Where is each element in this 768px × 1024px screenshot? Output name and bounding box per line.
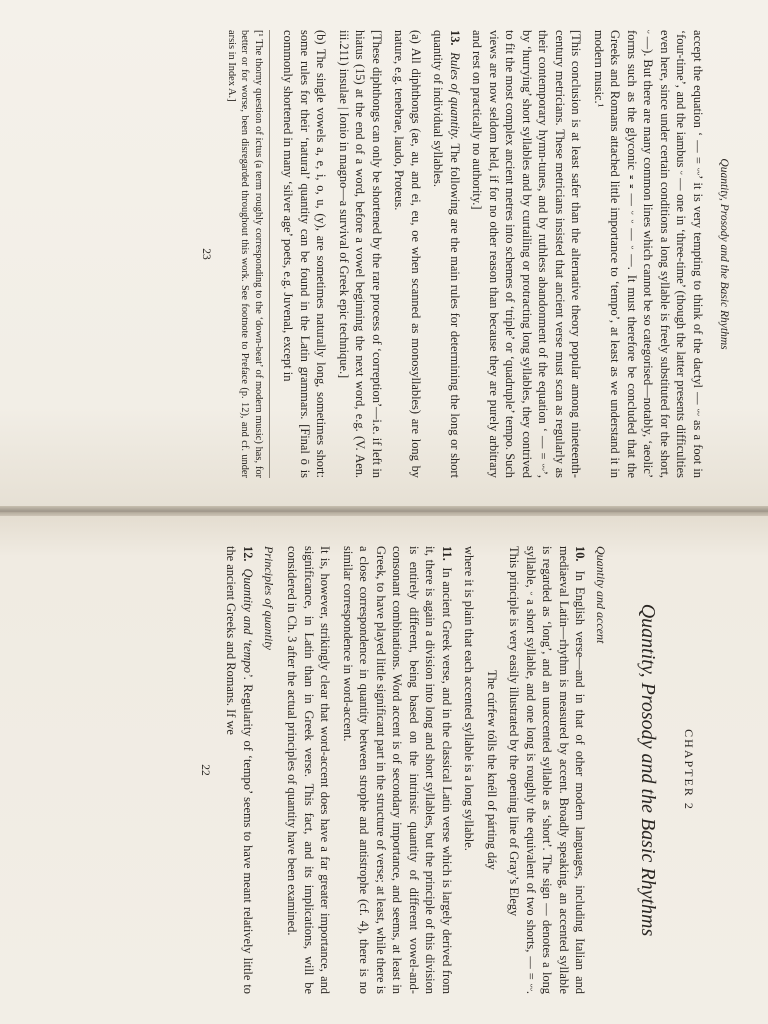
paragraph-continuation: accept the equation ‘ — = ᵕᵕ’ it is very tempting to think of the dactyl — ᵕᵕ as a foot in ‘four-time’, and the iambus ᵕ — one in ‘three-time’ (though the latter presents difficulties even here, since under certain conditions a long syllable is freely substituted for the short, ᵕ —). But there are many common lines which cannot be so categorised—notably, ‘aeolic’ forms such as the glyconic ⏓ ⏓ — ᵕ ᵕ — ᵕ —. It must therefore be concluded that the Greeks and Romans attached little importance to ‘tempo’, at least as we understand it in modern music.¹ — [592, 30, 705, 478]
paragraph-heading: Rules of quantity. — [448, 52, 462, 140]
paragraph-text: The following are the main rules for determining the long or short quantity of individual syllables. — [431, 30, 462, 479]
paragraph-11 — [339, 546, 455, 994]
paragraph-number: 11. — [439, 546, 454, 561]
right-page-text — [224, 30, 706, 478]
rule-a-note: [These diphthongs can only be shortened by the rare process of ‘correption’—i.e. if left in hiatus (15) at the end of a word, before a vowel beginning the next word, e.g. (V. Aen. iii.211) insulae | Ionio in magno—a survival of Greek epic technique.] — [337, 30, 384, 478]
paragraph-number: 10. — [573, 546, 588, 562]
section-heading: Principles of quantity — [261, 546, 276, 650]
paragraph-13 — [430, 30, 463, 478]
paragraph-heading: Quantity and ‘tempo’. — [240, 568, 255, 681]
paragraph-12 — [223, 546, 256, 994]
running-head: Quantity, Prosody and the Basic Rhythms — [718, 158, 730, 350]
rule-b: (b) The single vowels a, e, i, o, u, (y), are sometimes naturally long, sometimes short: some rules for their ‘natural’ quantity can be found in the Latin grammars. [Final ō is commonly shortened in many ‘silver age’ poets, e.g. Juvenal, except in — [281, 30, 329, 478]
left-page-content — [38, 546, 730, 994]
page-number: 23 — [200, 248, 213, 260]
paragraph-11b: It is, however, strikingly clear that word-accent does have a far greater importance, and significance, in Latin than in Greek verse. This fact, and its implications, will be considered in Ch. 3 after the actual principles of quantity have been examined. — [285, 546, 333, 994]
section-heading: Quantity and accent — [594, 546, 608, 644]
paragraph-10 — [506, 546, 589, 994]
paragraph-number: 12. — [240, 546, 255, 562]
paragraph-10-tail: where it is plain that each accented syllable is a long syllable. — [462, 546, 477, 851]
rule-a: (a) All diphthongs (ae, au, and ei, eu, oe when scanned as monosyllables) are long by nature, e.g. tenebrae, laudo, Proteus. — [392, 30, 423, 478]
paragraph-bracketed: [This conclusion is at least safer than the alternative theory popular among nineteenth-century metricians. These metricians insisted that ancient verse must scan as regularly as their contemporary hymn-tunes, and by ruthless abandonment of the equation ‘ — = ᵕᵕ’, by ‘hurrying’ short syllables and by curtailing or protracting long syllables, they contrived to fit the most complex ancient metres into schemes of ‘triple’ or ‘quadruple’ tempo. Such views are now seldom held, if for no other reason than because they are purely arbitrary and rest on practically no authority.] — [470, 30, 584, 478]
paragraph-text: In ancient Greek verse, and in the classical Latin verse which is largely derived from it, there is again a division into long and short syllables, but the principle of this division is entirely different, being based on the intrinsic quantity of different vowel-and-consonant combinations. Word accent is of secondary importance, and seems, at least in Greek, to have played little significant part in the structure of verse; at least, while there is a close correspondence in quantity between strophe and antistrophe (cf. 4), there is no similar correspondence in word-accent. — [340, 546, 454, 994]
right-page-content — [38, 30, 730, 478]
paragraph-text: In English verse—and in that of other modern languages, including Italian and mediaeval Latin—rhythm is measured by accent. Broadly speaking, an accented syllable is regarded as ‘long’, and an unaccented syllable as ‘short’. The sign — denotes a long syllable, ᵕ a short syllable, and one long is roughly the equivalent of two shorts, — = ᵕᵕ. This principle is very easily illustrated by the opening line of Gray’s Elegy — [507, 546, 588, 994]
paragraph-text: Regularity of ‘tempo’ seems to have meant relatively little to the ancient Greeks and Romans. If we — [224, 546, 255, 994]
chapter-title: Quantity, Prosody and the Basic Rhythms — [637, 603, 659, 937]
left-page — [0, 516, 768, 1024]
page-number: 22 — [198, 764, 211, 776]
right-page — [0, 0, 768, 508]
left-page-text — [223, 546, 608, 994]
paragraph-number: 13. — [448, 30, 462, 46]
chapter-label: CHAPTER 2 — [682, 729, 696, 811]
footnote: [¹ The thorny question of ictus (a term roughly corresponding to the ‘down-beat’ of modern music) has, for better or for worse, been disregarded throughout this work. See footnote to Preface (p. 12), and cf. under arsis in Index A.] — [224, 30, 270, 478]
verse-line: The cúrfew tólls the knéll of párting dáy — [484, 670, 499, 870]
